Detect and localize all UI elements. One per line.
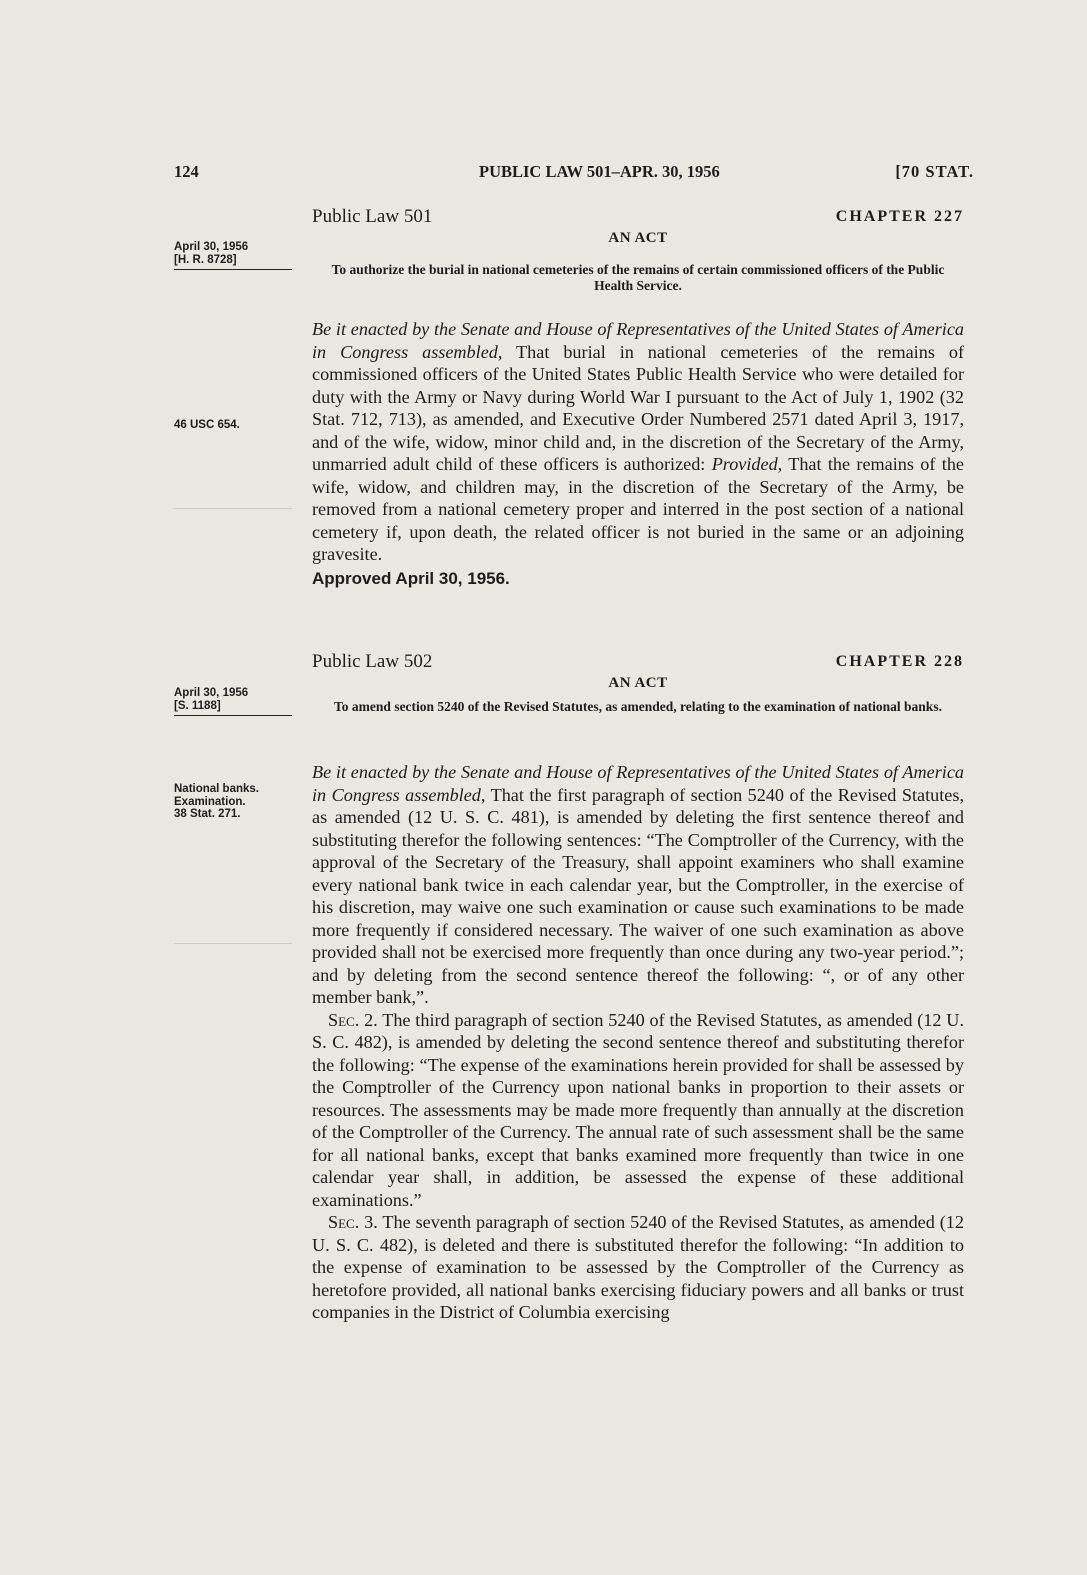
law-502-paragraph-1 — [312, 761, 964, 1009]
law-501-enacting-clause: Be it enacted by the Senate and House of Representatives of the United States of America in Congress assembled, — [312, 319, 964, 362]
law-501-heading — [312, 206, 964, 294]
law-502-section-2-text: The third paragraph of section 5240 of the Revised Statutes, as amended (12 U. S. C. 482), is amended by deleting the second sentence thereof and substituting therefor the following: “The expense of the examinations herein provided for shall be assessed by the Comptroller of the Currency upon national banks in proportion to their assets or resources. The assessments may be made more frequently than annually at the discretion of the Comptroller of the Currency. The annual rate of such assessment shall be the same for all national banks, except that banks examined more frequently than twice in one calendar year shall, in addition, be assessed the expense of these additional examinations.” — [312, 1009, 964, 1210]
law-502-margin-topic: National banks. — [174, 783, 259, 795]
law-501-paragraph — [312, 318, 964, 566]
law-502-section-2-label: Sec. 2. — [328, 1009, 378, 1030]
law-502-purpose: To amend section 5240 of the Revised Statutes, as amended, relating to the examination of national banks. — [334, 699, 942, 714]
law-501-text-1: That burial in national cemeteries of the remains of commissioned officers of the United States Public Health Service who were detailed for duty with the Army or Navy during World War I pursuant to the Act of July 1, 1902 (32 Stat. 712, 713), as amended, and Executive Order Numbered 2571 dated April 3, 1917, and of the wife, widow, minor child and, in the discretion of the Secretary of the Army, unmarried adult child of these officers is authorized: — [312, 341, 964, 474]
law-502-margin-topics — [174, 783, 259, 821]
law-502-act-label: AN ACT — [608, 675, 668, 691]
law-501-approved: Approved April 30, 1956. — [312, 568, 510, 588]
page-number: 124 — [174, 162, 199, 181]
law-502-section-3-label: Sec. 3. — [328, 1212, 378, 1232]
law-501-margin-note — [174, 241, 292, 270]
law-502-section-3 — [312, 1211, 964, 1324]
bleed-through-rule — [174, 508, 292, 509]
law-502-margin-bill: [S. 1188] — [174, 699, 221, 712]
volume-reference: [70 STAT. — [895, 162, 974, 181]
law-501-purpose: To authorize the burial in national cemeteries of the remains of certain commissioned officers of the Public Health Service. — [331, 262, 945, 293]
law-502-text-1: That the first paragraph of section 5240 of the Revised Statutes, as amended (12 U. S. C. 481), is amended by deleting the first sentence thereof and substituting therefor the following sentences: “The Comptroller of the Currency, with the approval of the Secretary of the Treasury, shall appoint examiners who shall examine every national bank twice in each calendar year, but the Comptroller, in the exercise of his discretion, may waive one such examination or cause such examinations to be made more frequently if considered necessary. The waiver of one such examination as above provided shall not be exercised more frequently than once during any two-year period.”; and by deleting from the second sentence thereof the following: “, or of any other member bank,”. — [312, 784, 964, 1007]
law-502-heading — [312, 651, 964, 715]
law-501-act-label: AN ACT — [608, 230, 668, 246]
law-502-margin-topic: 38 Stat. 271. — [174, 808, 241, 820]
running-header — [174, 162, 974, 186]
law-501-text-2: That the remains of the wife, widow, and children may, in the discretion of the Secretary of the Army, be removed from a national cemetery proper and interred in the post section of a national cemetery if, upon death, the related officer is not buried in the same or an adjoining gravesite. — [312, 454, 964, 564]
bleed-through-rule — [174, 943, 292, 944]
law-502-section-3-text: The seventh paragraph of section 5240 of the Revised Statutes, as amended (12 U. S. C. 482), is deleted and there is substituted therefor the following: “In addition to the expense of examination to be assessed by the Comptroller of the Currency as heretofore provided, all national banks exercising fiduciary powers and all banks or trust companies in the District of Columbia exercising — [312, 1212, 964, 1322]
law-501-margin-citation: 46 USC 654. — [174, 419, 240, 431]
law-501-provided: Provided, — [711, 454, 783, 474]
law-501-margin-date: April 30, 1956 — [174, 241, 249, 253]
law-501-margin-bill: [H. R. 8728] — [174, 253, 237, 266]
running-head: PUBLIC LAW 501–APR. 30, 1956 — [479, 162, 720, 181]
law-502-margin-topic: Examination. — [174, 795, 246, 808]
law-502-title: Public Law 502 — [312, 651, 433, 672]
law-502-margin-date: April 30, 1956 — [174, 687, 249, 699]
law-501-title: Public Law 501 — [312, 206, 433, 227]
law-501-chapter: CHAPTER 227 — [835, 208, 964, 225]
law-502-body — [312, 761, 964, 1324]
law-502-enacting-clause: Be it enacted by the Senate and House of Representatives of the United States of America in Congress assembled, — [312, 762, 964, 805]
law-502-chapter: CHAPTER 228 — [835, 653, 964, 670]
law-502-margin-note — [174, 687, 292, 716]
law-501-body — [312, 318, 964, 590]
law-502-section-2 — [312, 1009, 964, 1212]
